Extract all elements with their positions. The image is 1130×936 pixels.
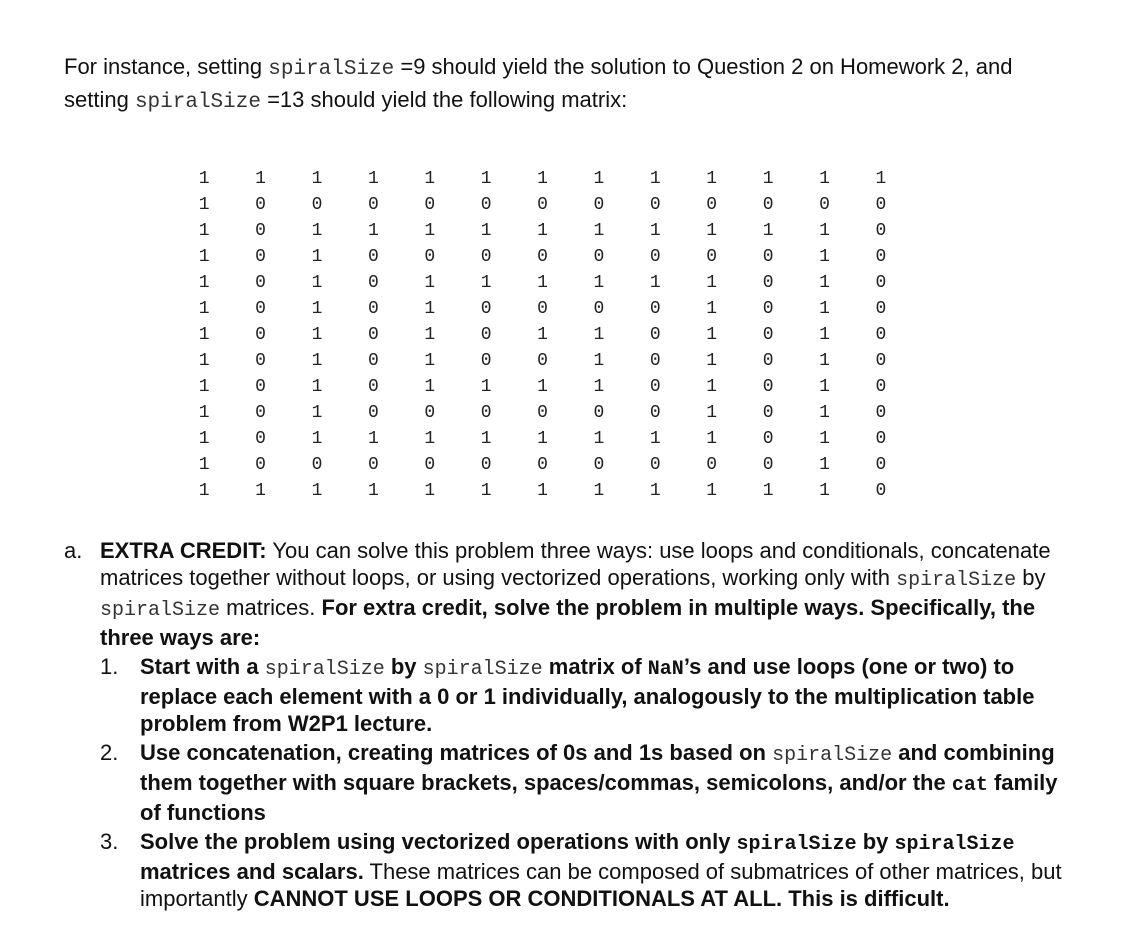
matrix-cell: 1: [593, 325, 605, 345]
matrix-cell: 0: [875, 481, 887, 501]
matrix-row: [176, 348, 909, 374]
matrix-cell: 0: [255, 247, 266, 267]
way-item-3: [100, 828, 1064, 912]
matrix-cell: 1: [198, 247, 210, 267]
code-spiralsize: spiralSize: [264, 658, 385, 681]
matrix-cell: 0: [424, 403, 436, 423]
matrix-cell: 1: [819, 299, 830, 319]
matrix-cell: 0: [762, 273, 774, 293]
matrix-cell: 0: [255, 403, 266, 423]
intro-text-1: For instance, setting: [64, 54, 269, 79]
matrix-cell: 1: [537, 377, 548, 397]
matrix-cell: 0: [537, 351, 548, 371]
matrix-cell: 0: [649, 455, 661, 475]
matrix-cell: 0: [424, 455, 436, 475]
matrix-cell: 1: [367, 221, 379, 241]
matrix-cell: 0: [875, 325, 887, 345]
matrix-cell: 0: [649, 377, 661, 397]
matrix-cell: 1: [819, 455, 830, 475]
matrix-cell: 1: [480, 221, 492, 241]
extra-text-2: by: [1016, 565, 1046, 590]
matrix-cell: 1: [311, 247, 323, 267]
matrix-cell: 1: [819, 273, 830, 293]
matrix-row: [176, 218, 909, 244]
code-cat: cat: [951, 774, 988, 797]
matrix-cell: 1: [198, 429, 210, 449]
matrix-cell: 0: [649, 247, 661, 267]
matrix-cell: 0: [367, 273, 379, 293]
matrix-cell: 1: [649, 221, 661, 241]
matrix-cell: 1: [649, 273, 661, 293]
matrix-cell: 0: [762, 195, 774, 215]
matrix-cell: 1: [593, 377, 605, 397]
way-text: Start with a spiralSize by spiralSize matrix of NaN’s and use loops (one or two) to replace each element with a 0 or 1 individually, analogously to the multiplication table problem from W2P1 lecture.: [140, 654, 1035, 736]
matrix-cell: 0: [480, 351, 492, 371]
way-item-1: [100, 653, 1064, 737]
matrix-cell: 1: [198, 403, 210, 423]
matrix-cell: 1: [762, 481, 774, 501]
matrix-cell: 0: [762, 429, 774, 449]
matrix-cell: 1: [537, 481, 548, 501]
matrix-cell: 1: [424, 481, 436, 501]
matrix-cell: 1: [706, 377, 718, 397]
matrix-cell: 0: [255, 377, 266, 397]
matrix-cell: 1: [706, 481, 718, 501]
intro-paragraph: [64, 52, 1074, 118]
matrix-cell: 1: [424, 429, 436, 449]
matrix-row: [176, 478, 909, 504]
matrix-cell: 1: [819, 169, 830, 189]
matrix-cell: 1: [819, 403, 830, 423]
matrix-cell: 0: [480, 299, 492, 319]
matrix-cell: 0: [311, 195, 323, 215]
matrix-cell: 0: [480, 247, 492, 267]
matrix-cell: 1: [819, 481, 830, 501]
matrix-cell: 1: [537, 221, 548, 241]
extra-code-spiralsize-1: spiralSize: [896, 569, 1017, 592]
spiral-matrix: [176, 166, 909, 504]
matrix-cell: 0: [875, 429, 887, 449]
matrix-cell: 1: [819, 247, 830, 267]
matrix-cell: 0: [480, 195, 492, 215]
matrix-cell: 1: [593, 481, 605, 501]
matrix-cell: 0: [480, 455, 492, 475]
matrix-row: [176, 192, 909, 218]
matrix-cell: 1: [593, 429, 605, 449]
way-number: 2.: [100, 740, 119, 765]
matrix-cell: 1: [706, 351, 718, 371]
matrix-cell: 1: [198, 481, 210, 501]
matrix-cell: 1: [593, 351, 605, 371]
matrix-cell: 0: [367, 195, 379, 215]
matrix-cell: 0: [875, 221, 887, 241]
matrix-cell: 0: [875, 455, 887, 475]
matrix-row: [176, 374, 909, 400]
matrix-cell: 1: [762, 221, 774, 241]
matrix-cell: 1: [198, 325, 210, 345]
extra-bold-tail: For extra credit, solve the problem in multiple ways. Specifically, the three ways are:: [100, 595, 1036, 650]
matrix-cell: 1: [593, 169, 605, 189]
matrix-cell: 0: [875, 377, 887, 397]
matrix-cell: 0: [875, 273, 887, 293]
extra-credit-paragraph: [100, 537, 1064, 651]
matrix-cell: 1: [424, 169, 436, 189]
matrix-cell: 1: [762, 169, 774, 189]
matrix-cell: 1: [311, 273, 323, 293]
matrix-cell: 0: [706, 455, 718, 475]
matrix-cell: 1: [649, 481, 661, 501]
extra-credit-label: EXTRA CREDIT:: [100, 538, 267, 563]
matrix-cell: 0: [255, 221, 266, 241]
matrix-cell: 1: [198, 377, 210, 397]
matrix-cell: 0: [706, 247, 718, 267]
matrix-cell: 0: [762, 247, 774, 267]
matrix-cell: 1: [706, 299, 718, 319]
matrix-cell: 0: [875, 247, 887, 267]
matrix-cell: 1: [706, 273, 718, 293]
matrix-cell: 0: [762, 299, 774, 319]
matrix-cell: 1: [593, 273, 605, 293]
matrix-cell: 1: [424, 377, 436, 397]
matrix-cell: 0: [537, 455, 548, 475]
code-spiralsize: spiralSize: [422, 658, 543, 681]
matrix-cell: 0: [255, 455, 266, 475]
matrix-cell: 0: [367, 325, 379, 345]
matrix-cell: 1: [198, 299, 210, 319]
matrix-cell: 0: [537, 247, 548, 267]
matrix-cell: 1: [311, 325, 323, 345]
matrix-cell: 1: [311, 299, 323, 319]
matrix-cell: 1: [649, 169, 661, 189]
matrix-cell: 1: [480, 429, 492, 449]
extra-code-spiralsize-2: spiralSize: [100, 599, 221, 622]
matrix-cell: 0: [367, 299, 379, 319]
matrix-cell: 1: [255, 481, 266, 501]
matrix-cell: 0: [819, 195, 830, 215]
code-spiralsize: spiralSize: [894, 833, 1015, 856]
matrix-cell: 0: [311, 455, 323, 475]
matrix-cell: 1: [537, 325, 548, 345]
matrix-cell: 1: [424, 351, 436, 371]
matrix-cell: 0: [255, 325, 266, 345]
matrix-cell: 1: [424, 221, 436, 241]
matrix-cell: 0: [255, 351, 266, 371]
way-text: Solve the problem using vectorized operations with only spiralSize by spiralSize matrices and scalars. These matrices can be composed of submatrices of other matrices, but importantly CANNOT USE LOOPS OR CONDITIONALS AT ALL. This is difficult.: [140, 829, 1062, 911]
matrix-cell: 1: [593, 221, 605, 241]
matrix-cell: 1: [198, 195, 210, 215]
matrix-cell: 0: [649, 195, 661, 215]
code-nan: NaN: [647, 658, 684, 681]
code-spiralsize: spiralSize: [772, 744, 893, 767]
list-marker-a: a.: [64, 538, 83, 563]
matrix-cell: 0: [593, 299, 605, 319]
matrix-row: [176, 166, 909, 192]
matrix-cell: 1: [367, 481, 379, 501]
intro-text-3: =13 should yield the following matrix:: [260, 87, 628, 112]
matrix-cell: 0: [649, 325, 661, 345]
matrix-cell: 1: [311, 377, 323, 397]
matrix-cell: 0: [875, 351, 887, 371]
matrix-cell: 1: [367, 429, 379, 449]
matrix-cell: 0: [367, 247, 379, 267]
matrix-cell: 1: [819, 429, 830, 449]
extra-text-1: You can solve this problem three ways: use loops and conditionals, concatenate matrices together without loops, or using vectorized operations, working only with: [100, 538, 1051, 590]
intro-code-spiralsize-2: spiralSize: [134, 91, 261, 114]
matrix-cell: 1: [706, 403, 718, 423]
way-number: 3.: [100, 829, 119, 854]
matrix-cell: 0: [706, 195, 718, 215]
matrix-cell: 1: [255, 169, 266, 189]
matrix-cell: 1: [819, 377, 830, 397]
matrix-cell: 1: [198, 221, 210, 241]
way-item-2: [100, 739, 1064, 826]
matrix-cell: 0: [762, 455, 774, 475]
ways-list: [100, 653, 1064, 912]
matrix-row: [176, 452, 909, 478]
matrix-cell: 1: [819, 221, 830, 241]
matrix-row: [176, 244, 909, 270]
matrix-cell: 0: [649, 403, 661, 423]
matrix-row: [176, 270, 909, 296]
matrix-cell: 0: [593, 195, 605, 215]
matrix-cell: 0: [367, 351, 379, 371]
matrix-cell: 1: [311, 221, 323, 241]
matrix-cell: 1: [367, 169, 379, 189]
matrix-cell: 0: [875, 299, 887, 319]
matrix-cell: 1: [480, 481, 492, 501]
matrix-cell: 0: [367, 403, 379, 423]
matrix-cell: 0: [762, 377, 774, 397]
matrix-cell: 0: [480, 325, 492, 345]
extra-credit-section: [64, 537, 1064, 912]
matrix-cell: 1: [311, 351, 323, 371]
matrix-cell: 0: [649, 299, 661, 319]
way-text: Use concatenation, creating matrices of 0s and 1s based on spiralSize and combining them together with square brackets, spaces/commas, semicolons, and/or the cat family of functions: [140, 740, 1058, 825]
matrix-cell: 0: [480, 403, 492, 423]
matrix-cell: 0: [762, 403, 774, 423]
matrix-cell: 0: [593, 455, 605, 475]
matrix-cell: 1: [537, 429, 548, 449]
matrix-cell: 1: [198, 351, 210, 371]
extra-text-3: matrices.: [220, 595, 322, 620]
matrix-cell: 1: [875, 169, 887, 189]
matrix-cell: 1: [706, 169, 718, 189]
matrix-cell: 0: [875, 195, 887, 215]
matrix-cell: 1: [311, 169, 323, 189]
matrix-cell: 0: [367, 377, 379, 397]
intro-text-2: =9 should yield the solution to Question 2 on Homework 2, and setting: [64, 54, 1013, 112]
matrix-cell: 0: [424, 247, 436, 267]
matrix-cell: 1: [424, 273, 436, 293]
matrix-cell: 0: [367, 455, 379, 475]
matrix-cell: 1: [706, 325, 718, 345]
matrix-row: [176, 296, 909, 322]
matrix-cell: 0: [255, 299, 266, 319]
matrix-cell: 0: [537, 299, 548, 319]
matrix-cell: 0: [762, 351, 774, 371]
matrix-cell: 1: [198, 169, 210, 189]
matrix-cell: 1: [537, 273, 548, 293]
matrix-cell: 1: [480, 273, 492, 293]
matrix-cell: 0: [537, 403, 548, 423]
matrix-cell: 1: [819, 325, 830, 345]
matrix-cell: 1: [424, 325, 436, 345]
matrix-cell: 0: [255, 273, 266, 293]
matrix-cell: 0: [255, 429, 266, 449]
matrix-row: [176, 322, 909, 348]
code-spiralsize: spiralSize: [736, 833, 857, 856]
matrix-cell: 1: [198, 273, 210, 293]
matrix-cell: 0: [424, 195, 436, 215]
matrix-cell: 1: [649, 429, 661, 449]
matrix-cell: 0: [255, 195, 266, 215]
matrix-cell: 1: [537, 169, 548, 189]
matrix-cell: 1: [424, 299, 436, 319]
intro-code-spiralsize-1: spiralSize: [268, 58, 395, 81]
matrix-row: [176, 426, 909, 452]
matrix-cell: 0: [875, 403, 887, 423]
matrix-cell: 1: [480, 377, 492, 397]
matrix-cell: 1: [706, 221, 718, 241]
matrix-cell: 1: [311, 429, 323, 449]
matrix-cell: 0: [649, 351, 661, 371]
matrix-row: [176, 400, 909, 426]
matrix-cell: 1: [311, 481, 323, 501]
matrix-cell: 1: [706, 429, 718, 449]
matrix-cell: 0: [593, 247, 605, 267]
matrix-cell: 0: [762, 325, 774, 345]
matrix-cell: 1: [311, 403, 323, 423]
way-number: 1.: [100, 654, 119, 679]
matrix-cell: 1: [819, 351, 830, 371]
matrix-cell: 1: [198, 455, 210, 475]
matrix-cell: 0: [593, 403, 605, 423]
matrix-cell: 0: [537, 195, 548, 215]
matrix-cell: 1: [480, 169, 492, 189]
